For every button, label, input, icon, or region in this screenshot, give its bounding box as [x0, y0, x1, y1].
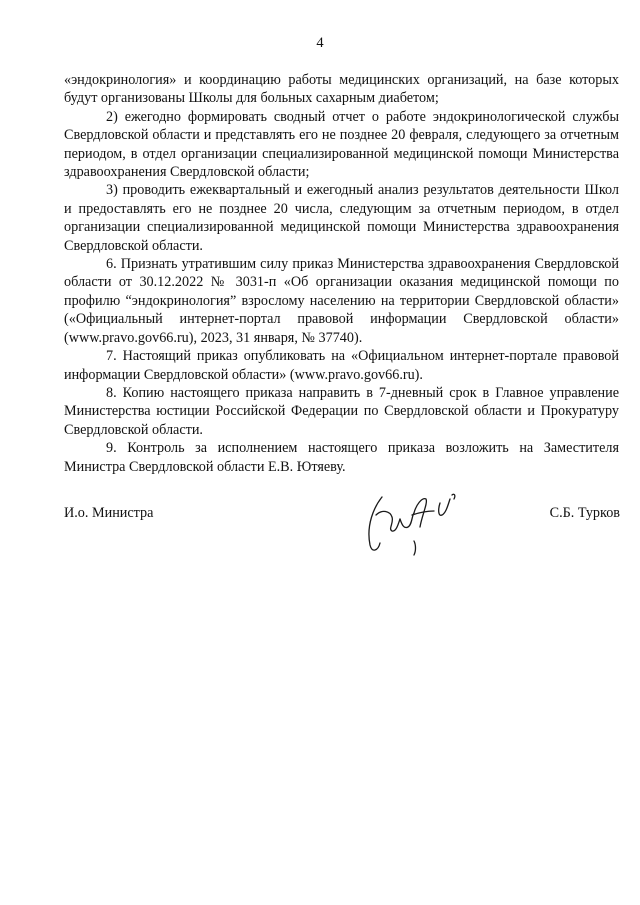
paragraph-clause-6: 6. Признать утратившим силу приказ Министерства здравоохранения Свердловской области от 30.12.2022 № 3031-п «Об организации оказания медицинской помощи по профилю “эндокринология” взрослому населению на территории Свердловской области» («Официальный интернет-портал правовой информации Свердловской области» (www.pravo.gov66.ru), 2023, 31 января, № 37740). — [64, 256, 619, 346]
document-body — [64, 71, 619, 476]
paragraph-item-2: 2) ежегодно формировать сводный отчет о работе эндокринологической службы Свердловской области и представлять его не позднее 20 февраля, следующего за отчетным периодом, в отдел организации специализированной медицинской помощи Министерства здравоохранения Свердловской области; — [64, 108, 619, 181]
paragraph-clause-7: 7. Настоящий приказ опубликовать на «Официальном интернет-портале правовой информации Свердловской области» (www.pravo.gov66.ru). — [64, 348, 619, 383]
signature-block — [64, 505, 620, 525]
paragraph-clause-9: 9. Контроль за исполнением настоящего приказа возложить на Заместителя Министра Свердловской области Е.В. Ютяеву. — [64, 440, 619, 475]
paragraph-clause-8: 8. Копию настоящего приказа направить в 7-дневный срок в Главное управление Министерства юстиции Российской Федерации по Свердловской области и Прокуратуру Свердловской области. — [64, 384, 619, 438]
signatory-name: С.Б. Турков — [549, 505, 620, 521]
signatory-title: И.о. Министра — [64, 505, 154, 521]
handwritten-signature — [352, 485, 502, 565]
page-number: 4 — [316, 35, 324, 51]
paragraph-continuation: «эндокринология» и координацию работы медицинских организаций, на базе которых будут организованы Школы для больных сахарным диабетом; — [64, 72, 619, 107]
paragraph-item-3: 3) проводить ежеквартальный и ежегодный анализ результатов деятельности Школ и предоставлять его не позднее 20 числа, следующим за отчетным периодом, в отдел организации специализированной медицинской помощи Министерства здравоохранения Свердловской области. — [64, 182, 619, 254]
